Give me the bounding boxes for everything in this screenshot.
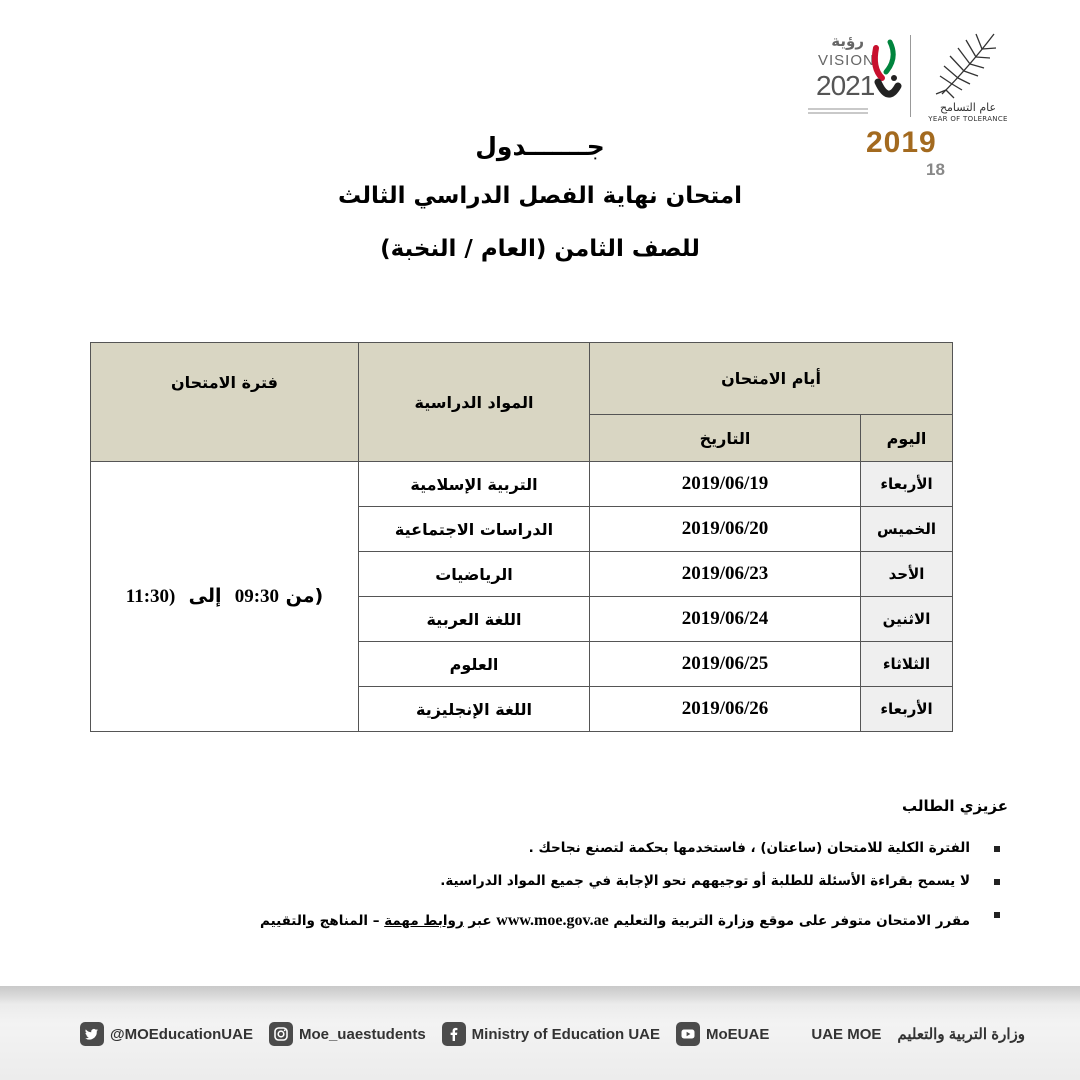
vision-word: VISION [818,52,875,69]
instagram-icon [269,1022,293,1046]
twitter-handle: @MOEducationUAE [110,1025,253,1043]
cell-day: الثلاثاء [861,642,953,687]
cell-date: 2019/06/20 [590,507,861,552]
facebook-handle: Ministry of Education UAE [471,1025,661,1043]
table-row [91,462,953,507]
note-text: لا يسمح بقراءة الأسئلة للطلبة أو توجيههم نحو الإجابة في جميع المواد الدراسية. [440,873,970,889]
cell-subject: التربية الإسلامية [359,462,590,507]
twitter-link[interactable] [80,1022,253,1046]
list-item [180,871,970,891]
youtube-icon [676,1022,700,1046]
facebook-link[interactable] [442,1022,660,1046]
tolerance-english-text: YEAR OF TOLERANCE [928,115,1008,123]
header-date: التاريخ [590,415,861,462]
cell-period [91,462,359,732]
page-title: جـــــــدول [475,132,605,161]
notes-title: عزيزي الطالب [901,797,1008,815]
vision-small-print [808,108,868,114]
cell-date: 2019/06/23 [590,552,861,597]
period-from-word: (من [285,585,324,607]
youtube-link[interactable] [676,1022,769,1046]
period-from-time: 09:30 [234,586,280,607]
cell-day: الأربعاء [861,462,953,507]
list-item [180,838,970,858]
cell-day: الأربعاء [861,687,953,732]
vision-emblem-icon [868,38,904,108]
grade-title: للصف الثامن (العام / النخبة) [380,236,700,262]
cell-subject: اللغة الإنجليزية [359,687,590,732]
cell-day: الخميس [861,507,953,552]
header-period: فترة الامتحان [91,343,359,462]
moe-website-link[interactable]: www.moe.gov.ae [496,912,609,929]
note-text: الفترة الكلية للامتحان (ساعتان) ، فاستخدمها بحكمة لتصنع نجاحك . [528,840,970,856]
year-label: 2019 [866,126,937,159]
list-item [180,904,970,938]
cell-subject: الرياضيات [359,552,590,597]
logo-divider [910,35,911,117]
vision-year: 2021 [816,70,875,101]
exam-title: امتحان نهاية الفصل الدراسي الثالث [337,183,743,209]
instagram-link[interactable] [269,1022,426,1046]
year-sub-label: 18 [926,160,945,179]
cell-day: الاثنين [861,597,953,642]
cell-subject: العلوم [359,642,590,687]
palm-leaf-icon [932,28,1004,100]
cell-date: 2019/06/25 [590,642,861,687]
tolerance-arabic-text: عام التسامح [939,101,997,114]
header-subjects: المواد الدراسية [359,343,590,462]
org-arabic: وزارة التربية والتعليم [897,1026,1025,1043]
org-english: UAE MOE [811,1025,882,1043]
cell-date: 2019/06/24 [590,597,861,642]
cell-date: 2019/06/26 [590,687,861,732]
header-day: اليوم [861,415,953,462]
period-to-word: إلى [188,585,222,607]
note-text: عبر [468,913,492,929]
youtube-handle: MoEUAE [706,1025,770,1043]
note-text: – المناهج والتقييم [259,913,380,929]
vision-arabic-text: رؤية [831,32,864,50]
cell-subject: الدراسات الاجتماعية [359,507,590,552]
exam-schedule-table [90,342,953,732]
vision-2021-logo [808,32,908,122]
note-text: مقرر الامتحان متوفر على موقع وزارة التربية والتعليم [613,913,970,929]
cell-date: 2019/06/19 [590,462,861,507]
cell-subject: اللغة العربية [359,597,590,642]
year-of-tolerance-logo [922,28,1014,123]
header-exam-days: أيام الامتحان [590,343,953,415]
instagram-handle: Moe_uaestudents [298,1025,426,1043]
period-to-time: 11:30) [125,586,176,607]
social-links [80,1021,1025,1047]
notes-list [180,838,970,951]
cell-day: الأحد [861,552,953,597]
facebook-icon [442,1022,466,1046]
important-links-link[interactable]: روابط مهمة [384,913,464,929]
twitter-icon [80,1022,104,1046]
